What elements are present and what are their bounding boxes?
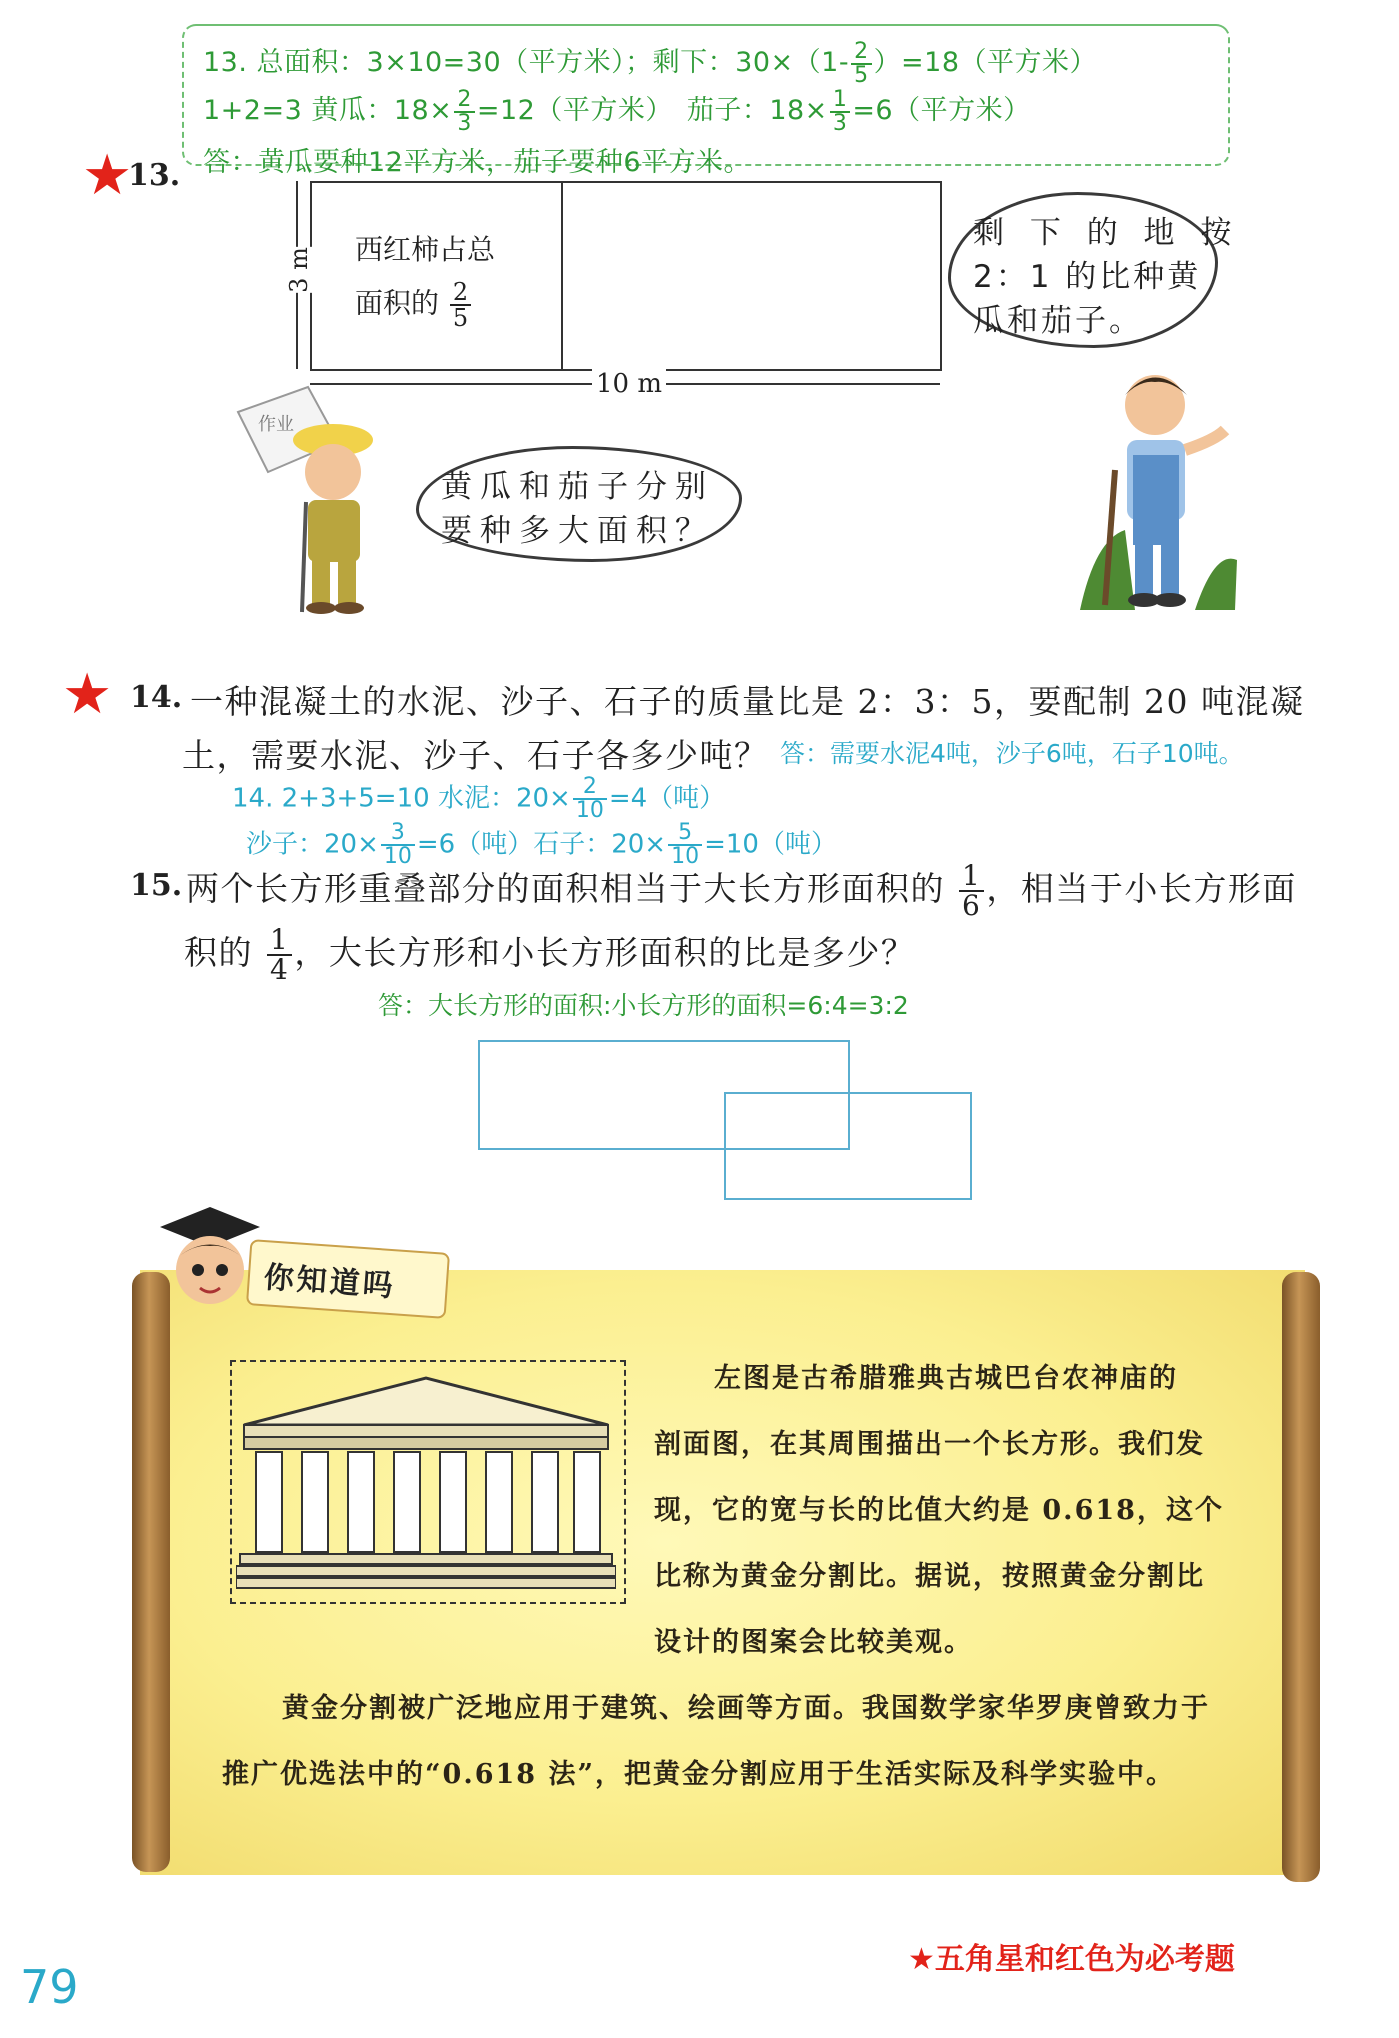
- fraction: $\frac{1}{4}$: [267, 926, 292, 984]
- dyk-p2-line2: 推广优选法中的“0.618 法”，把黄金分割应用于生活实际及科学实验中。: [222, 1759, 1176, 1790]
- dyk-p1-line2: 剖面图，在其周围描出一个长方形。我们发: [654, 1429, 1205, 1460]
- fraction: $\frac{1}{3}$: [830, 89, 851, 135]
- question-number-15: 15.: [130, 868, 183, 903]
- scroll-rod-left: [132, 1272, 170, 1872]
- dyk-p2-line1: 黄金分割被广泛地应用于建筑、绘画等方面。我国数学家华罗庚曾致力于: [282, 1693, 1210, 1724]
- question-number-13: 13.: [128, 158, 181, 193]
- fraction: $\frac{5}{10}$: [668, 822, 702, 868]
- small-rectangle: [724, 1092, 972, 1200]
- dyk-p1-line4: 比称为黄金分割比。据说，按照黄金分割比: [654, 1561, 1205, 1592]
- diagram-label: 西红柿占总: [355, 233, 496, 266]
- question15-line1: 两个长方形重叠部分的面积相当于大长方形面积的 $\frac{1}{6}$ ，相当于小长方形面: [186, 859, 1297, 922]
- dyk-p1-line3: 现，它的宽与长的比值大约是 0.618，这个: [654, 1495, 1224, 1526]
- child-with-homework-illustration: [228, 382, 398, 622]
- answer14-work2: 沙子：20× $\frac{3}{10}$ =6（吨）石子：20× $\frac{5}{10}$ =10（吨）: [246, 820, 837, 869]
- answer13-line3: 答：黄瓜要种12平方米，茄子要种6平方米。: [203, 147, 752, 178]
- dyk-p1-line5: 设计的图案会比较美观。: [654, 1627, 973, 1658]
- answer15: 答：大长方形的面积:小长方形的面积=6:4=3:2: [378, 991, 909, 1020]
- diagram-label-2: 面积的 $\frac{2}{5}$: [355, 280, 473, 330]
- divider-line: [561, 181, 563, 369]
- footer-note: ★五角星和红色为必考题: [908, 1942, 1235, 1977]
- speech-bubble-right: 剩 下 的 地 按 2：1 的比种黄 瓜和茄子。: [948, 192, 1218, 348]
- red-star-icon: ★: [82, 143, 133, 208]
- question15-line2: 积的 $\frac{1}{4}$ ，大长方形和小长方形面积的比是多少？: [184, 923, 916, 986]
- question14-line2: 土，需要水泥、沙子、石子各多少吨？: [182, 736, 769, 775]
- answer13-line2: 1+2=3 黄瓜：18× $\frac{2}{3}$ =12（平方米） 茄子：18× $\frac{1}{3}$ =6（平方米）: [203, 86, 1031, 136]
- scroll-rod-right: [1282, 1272, 1320, 1882]
- answer14: 答：需要水泥4吨，沙子6吨，石子10吨。: [780, 739, 1244, 768]
- question-number-14: 14.: [130, 680, 183, 715]
- parthenon-illustration: [236, 1370, 616, 1595]
- width-label: 10 m: [592, 369, 666, 399]
- page-number: 79: [20, 1960, 79, 2014]
- fraction: $\frac{2}{5}$: [851, 41, 872, 87]
- answer13-text: 13. 总面积：3×10=30（平方米）；剩下：30×（1-: [203, 47, 850, 78]
- paper-text: 作业: [258, 414, 294, 435]
- fraction: $\frac{1}{6}$: [959, 862, 984, 920]
- dyk-p1-line1: 左图是古希腊雅典古城巴台农神庙的: [714, 1363, 1178, 1394]
- answer13-text: ）=18（平方米）: [873, 47, 1098, 78]
- answer14-work1: 14. 2+3+5=10 水泥：20× $\frac{2}{10}$ =4（吨）: [232, 774, 726, 823]
- fraction: $\frac{2}{3}$: [454, 89, 475, 135]
- boy-gardener-illustration: [1075, 360, 1240, 620]
- did-you-know-banner: 你知道吗: [246, 1239, 450, 1319]
- fraction: $\frac{2}{10}$: [573, 776, 607, 822]
- speech-bubble-left: 黄瓜和茄子分别 要种多大面积？: [416, 446, 742, 562]
- question14-line1: 一种混凝土的水泥、沙子、石子的质量比是 2：3：5，要配制 20 吨混凝: [190, 682, 1305, 721]
- field-rectangle: [310, 181, 942, 371]
- height-label: 3 m: [284, 247, 313, 293]
- answer13-line1: [203, 40, 1097, 87]
- red-star-icon: ★: [62, 662, 113, 727]
- fraction: $\frac{3}{10}$: [381, 822, 415, 868]
- fraction: $\frac{2}{5}$: [450, 280, 471, 330]
